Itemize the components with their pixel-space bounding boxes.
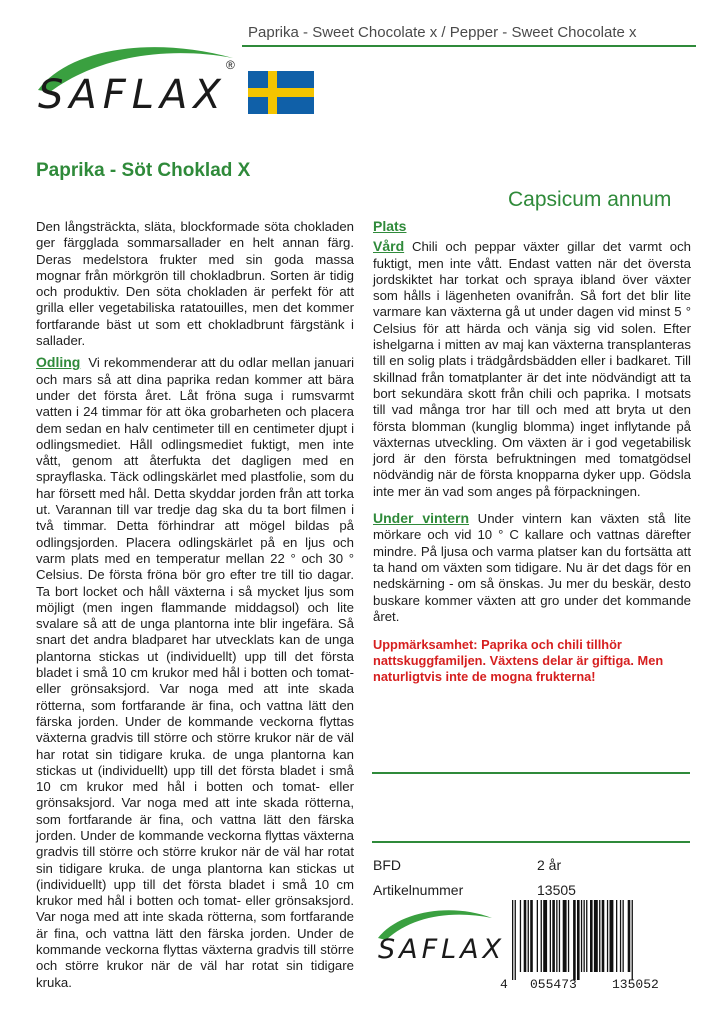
latin-name: Capsicum annum (508, 188, 672, 211)
intro-text: Den långsträckta, släta, blockformade söta chokladen ger färgglada sommarsallader en helt annan färg. Deras medelstora frukter med sin goda massa mognar från mörkgrön till chokladbrun. Sorten är tidig och produktiv. Den söta chokladen är perfekt för att grilla eller vegetabiliska ratatouilles, men det kommer fortfarande bäst ut som ett chokladbrunt färgstänk i sallader. (36, 219, 354, 349)
header-divider (242, 45, 696, 47)
vinter-section (373, 510, 691, 625)
odling-section (36, 354, 354, 991)
vinter-heading: Under vintern (373, 510, 470, 527)
left-column (36, 219, 354, 996)
odling-text: Vi rekommenderar att du odlar mellan januari och mars så att dina paprika redan kommer att bära under det första året. Låt fröna suga i rumsvarmt vatten i 24 timmar för att öka grobarheten och placera dem sedan en halv centimeter till en centimeter djupt i odlingsmediet. Håll odlingsmediet fuktigt, men inte vått, genom att återfukta det dagligen med en sprayflaska. Täck odlingskärlet med plastfolie, som du har försett med hål. Detta skyddar jorden från att torka ut. Varannan till var tredje dag ska du ta bort filmen i två timmar. Detta förhindrar att mögel bildas på odlingsjorden. Placera odlingskärlet på en ljus och varm plats med en temperatur mellan 22 ° och 30 ° Celsius. De första fröna bör gro efter tre till tio dagar. Ta bort locket och håll växterna i så mycket ljus som möjligt (men ingen flammande middagsol) och lite svalare så att de unga plantorna inte blir ingefära. Så snart det andra bladparet har utvecklats kan de unga plantorna stickas ut (individuellt) upp till det första bladet i små 10 cm krukor med hål i botten och tomat- eller grönsaksjord. Var noga med att inte skada rötterna, som fortfarande är fina, och vattna lätt den färska jorden. Under de kommande veckorna flyttas växterna gradvis till större och större krukor när de väl har rotat sin tidigare kruka. de unga plantorna kan stickas ut (individuellt) upp till det första bladet i små 10 cm krukor med hål i botten och tomat- eller grönsaksjord. Var noga med att inte skada rötterna, som fortfarande är fina, och vattna lätt den färska jorden. Under de kommande veckorna flyttas växterna gradvis till större och större krukor när de väl har rotat sin tidigare kruka. de unga plantorna kan stickas ut (individuellt) upp till det första bladet i små 10 cm krukor med hål i botten och tomat- eller grönsaksjord. Var noga med att inte skada rötterna, som fortfarande är fina, och vattna lätt den färska jorden. Under de kommande veckorna flyttas växterna gradvis till större och större krukor när de väl har rotat sin tidigare kruka. (36, 355, 355, 990)
info-divider-bottom (372, 841, 690, 843)
product-title: Paprika - Söt Choklad X (36, 160, 251, 181)
registered-mark: ® (226, 58, 235, 72)
brand-logo: SAFLAX (38, 72, 227, 118)
article-label: Artikelnummer (373, 882, 464, 898)
bfd-label: BFD (373, 857, 401, 873)
article-value: 13505 (537, 882, 576, 898)
odling-heading: Odling (36, 354, 81, 371)
right-column (373, 218, 691, 690)
barcode-group-1: 055473 (530, 977, 577, 992)
bfd-value: 2 år (537, 857, 562, 873)
barcode-group-2: 135052 (612, 977, 659, 992)
header-title: Paprika - Sweet Chocolate x / Pepper - Sweet Chocolate x (248, 24, 637, 41)
brand-logo-small: SAFLAX (378, 934, 506, 965)
info-divider-top (372, 772, 690, 774)
warning-text: Uppmärksamhet: Paprika och chili tillhör nattskuggfamiljen. Växtens delar är giftiga. Men naturligtvis inte de mogna frukterna! (373, 637, 664, 685)
barcode-lead-digit: 4 (500, 977, 508, 992)
vard-heading: Vård (373, 238, 405, 255)
vinter-text: Under vintern kan växten stå lite mörkare och vid 10 ° C kallare och vattnas därefter mindre. På ljusa och varma platser kan du fortsätta att ta hand om växten som tidigare. Nu är det dags för en nedskärning - om så önskas. Ju mer du beskär, desto buskare kommer växten att gro under det kommande året. (373, 511, 692, 624)
barcode-icon (512, 900, 688, 980)
plats-heading: Plats (373, 218, 407, 234)
vard-text: Chili och peppar växter gillar det varmt och fuktigt, men inte vått. Endast vatten när det översta jordskiktet har torkat och spraya ibland över växter som hålls i lägenheten ovanifrån. Så fort det blir lite varmare kan växterna gå ut under dagen vid minst 5 ° Celsius för att härda och vänja sig vid solen. Efter ishelgarna i mitten av maj kan växterna transplanteras till en solig plats i trädgårdsbädden eller i badkaret. Till skillnad från tomatplanter är det inte nödvändigt att ta bort sekundära skott från chili och paprika. I motsats till vad många tror har till och med att bryta ut den första blomman (kunglig blomma) inget inflytande på växternas utveckling. Om växten är i god vegetabilisk jord är den första befruktningen med tomatgödsel nödvändig när de första knopparna dyker upp. Gödsla inte mer än vad som anges på förpackningen. (373, 239, 691, 499)
vard-section (373, 238, 691, 500)
sweden-flag-icon (248, 71, 314, 114)
